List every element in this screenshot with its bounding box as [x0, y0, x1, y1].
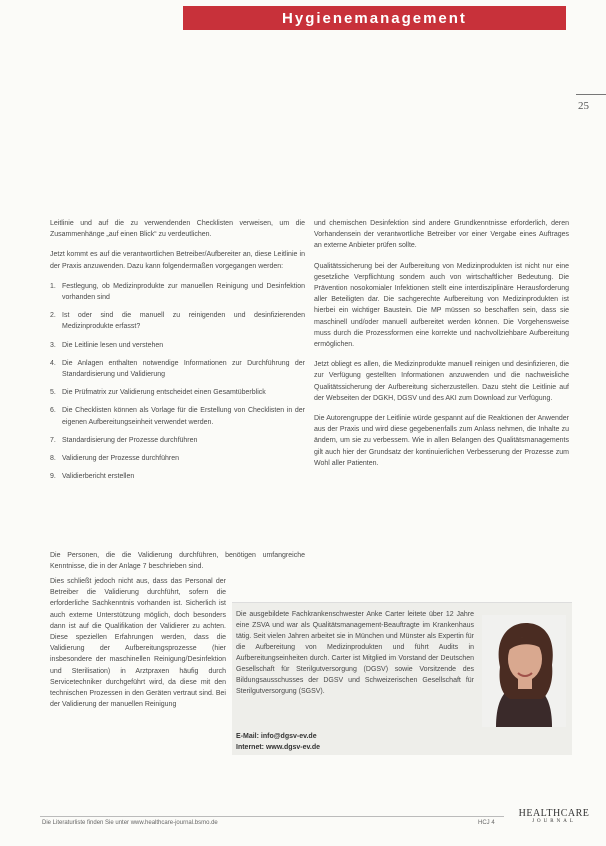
section-banner: Hygienemanagement	[183, 6, 566, 30]
author-bio-text: Die ausgebildete Fachkrankenschwester Anke Carter leitete über 12 Jahre eine ZSVA und war als Qualitätsmanagement-Beauftragte im Krankenhaus tätig. Seit vielen Jahren arbeitet sie in München und Münster als Expertin für die Aufbereitung von Medizinprodukten und führt Audits in Aufbereitungseinheiten durch. Carter ist Mitglied im Vorstand der Deutschen Gesellschaft für Sterilgutversorgung (DGSV) sowie Vorsitzende des Bildungsausschusses der DGSV und Schweizerischen Gesellschaft für Sterilgutversorgung (SGSV).	[236, 611, 474, 695]
left-column	[50, 218, 305, 491]
list-number: 5.	[50, 389, 56, 397]
list-item	[50, 387, 305, 398]
left-para2: Jetzt kommt es auf die verantwortlichen Betreiber/Aufbereiter an, diese Leitlinie in der Praxis anzuwenden. Dazu kann folgendermaßen vorgegangen werden:	[50, 251, 305, 270]
list-number: 7.	[50, 436, 56, 444]
procedure-list	[50, 281, 305, 483]
footer-rule	[40, 816, 504, 817]
left-intro: Leitlinie und auf die zu verwendenden Checklisten verweisen, um die Zusammenhänge „auf einen Blick“ zu verdeutlichen.	[50, 220, 305, 239]
logo-line1: HEALTHCARE	[518, 808, 590, 819]
list-number: 1.	[50, 282, 56, 290]
list-text: Die Checklisten können als Vorlage für die Erstellung von Checklisten in der eigenen Aufbereitungseinheit verwendet werden.	[62, 407, 305, 426]
list-item	[50, 435, 305, 446]
list-number: 9.	[50, 473, 56, 481]
author-email[interactable]: E-Mail: info@dgsv-ev.de	[236, 733, 317, 740]
page-number-rule	[576, 94, 606, 95]
list-text: Die Anlagen enthalten notwendige Informationen zur Durchführung der Standardisierung und Validierung	[62, 359, 305, 379]
logo-line2: JOURNAL	[532, 819, 576, 824]
list-item	[50, 281, 305, 303]
right-para4: Die Autorengruppe der Leitlinie würde gespannt auf die Reaktionen der Anwender aus der Praxis und wird diese gegebenenfalls zum Anlass nehmen, die Inhalte zu ändern, um sie zu verbessern. Wie in allen Belangen des Qualitätsmanagements gilt auch hier der Grundsatz der kontinuierlichen Verbesserung der Prozesse zum Wohl aller Patienten.	[314, 415, 569, 467]
list-item	[50, 358, 305, 380]
list-item	[50, 340, 305, 351]
author-portrait	[482, 615, 566, 727]
list-text: Validierung der Prozesse durchführen	[62, 455, 179, 463]
list-text: Festlegung, ob Medizinprodukte zur manuellen Reinigung und Desinfektion vorhanden sind	[62, 282, 305, 302]
author-bio-box	[232, 602, 572, 755]
footer-issue: HCJ 4	[478, 820, 495, 826]
list-text: Die Leitlinie lesen und verstehen	[62, 341, 164, 349]
list-number: 2.	[50, 312, 56, 320]
right-para3: Jetzt obliegt es allen, die Medizinprodukte manuell reinigen und desinfizieren, die zur Verfügung gestellten Informationen anzuwenden und die nachweisliche Qualitätssicherung der Aufbereitung sicherzustellen. Dazu steht die Leitlinie auf der Webseiten der DGKH, DGSV und des AKI zum Download zur Verfügung.	[314, 361, 569, 402]
left-para3	[50, 550, 305, 709]
left-para3-top: Die Personen, die die Validierung durchführen, benötigen umfangreiche Kenntnisse, die in der Anlage 7 beschrieben sind.	[50, 552, 305, 571]
list-item	[50, 405, 305, 427]
list-text: Die Prüfmatrix zur Validierung entscheidet einen Gesamtüberblick	[62, 389, 266, 397]
list-item	[50, 310, 305, 332]
list-text: Ist oder sind die manuell zu reinigenden und desinfizierenden Medizinprodukte erfasst?	[62, 312, 305, 331]
left-para3-wrap: Dies schließt jedoch nicht aus, dass das Personal der Betreiber die Validierung durchführt, sofern die erforderliche Sachkenntnis vorhanden ist. Sicherlich ist auch externe Unterstützung möglich, doch besonders dann ist auf die Qualifikation der Validierer zu achten. Diese speziellen Erfahrungen werden, dass die Validierung der Aufbereitungsprozesse (hier insbesondere der maschinellen Reinigung/Desinfektion und Sterilisation) in Arztpraxen häufig durch Servicetechniker durchgeführt wird, da diese mit den technischen Prozessen in den Geräten vertraut sind. Bei der Validierung der manuellen Reinigung	[50, 578, 226, 709]
list-number: 8.	[50, 455, 56, 463]
footer-literature-note: Die Literaturliste finden Sie unter www.healthcare-journal.bsmo.de	[42, 820, 218, 826]
author-contact	[236, 731, 320, 753]
right-para2: Qualitätssicherung bei der Aufbereitung von Medizinprodukten ist nicht nur eine gesetzliche Verpflichtung sondern auch von wirtschaftlicher Bedeutung. Die Prävention nosokomialer Infektionen stellt eine interdisziplinäre Herausforderung aller Beteiligten dar. Die sachgerechte Aufbereitung von Medizinprodukten ist hierbei ein wichtiger Baustein. Die MP müssen so beschaffen sein, dass sie maschinell und/oder manuell aufbereitet werden können. Die Vorgehensweise muss durch die Prozessformen eine korrekte und nachvollziehbare Aufbereitung ermöglichen.	[314, 262, 569, 349]
right-para1: und chemischen Desinfektion sind andere Grundkenntnisse erforderlich, deren Vorhandensein der verantwortliche Betreiber vor einer Vergabe eines Auftrages an externe Anbieter prüfen sollte.	[314, 220, 569, 250]
list-text: Validierbericht erstellen	[62, 473, 135, 481]
healthcare-journal-logo	[514, 808, 594, 824]
list-item	[50, 453, 305, 464]
list-number: 3.	[50, 341, 56, 349]
list-item	[50, 471, 305, 482]
list-number: 6.	[50, 407, 56, 415]
author-website[interactable]: Internet: www.dgsv-ev.de	[236, 744, 321, 751]
list-number: 4.	[50, 359, 56, 367]
list-text: Standardisierung der Prozesse durchführen	[62, 436, 198, 444]
right-column	[314, 218, 569, 478]
page-number: 25	[578, 100, 589, 112]
